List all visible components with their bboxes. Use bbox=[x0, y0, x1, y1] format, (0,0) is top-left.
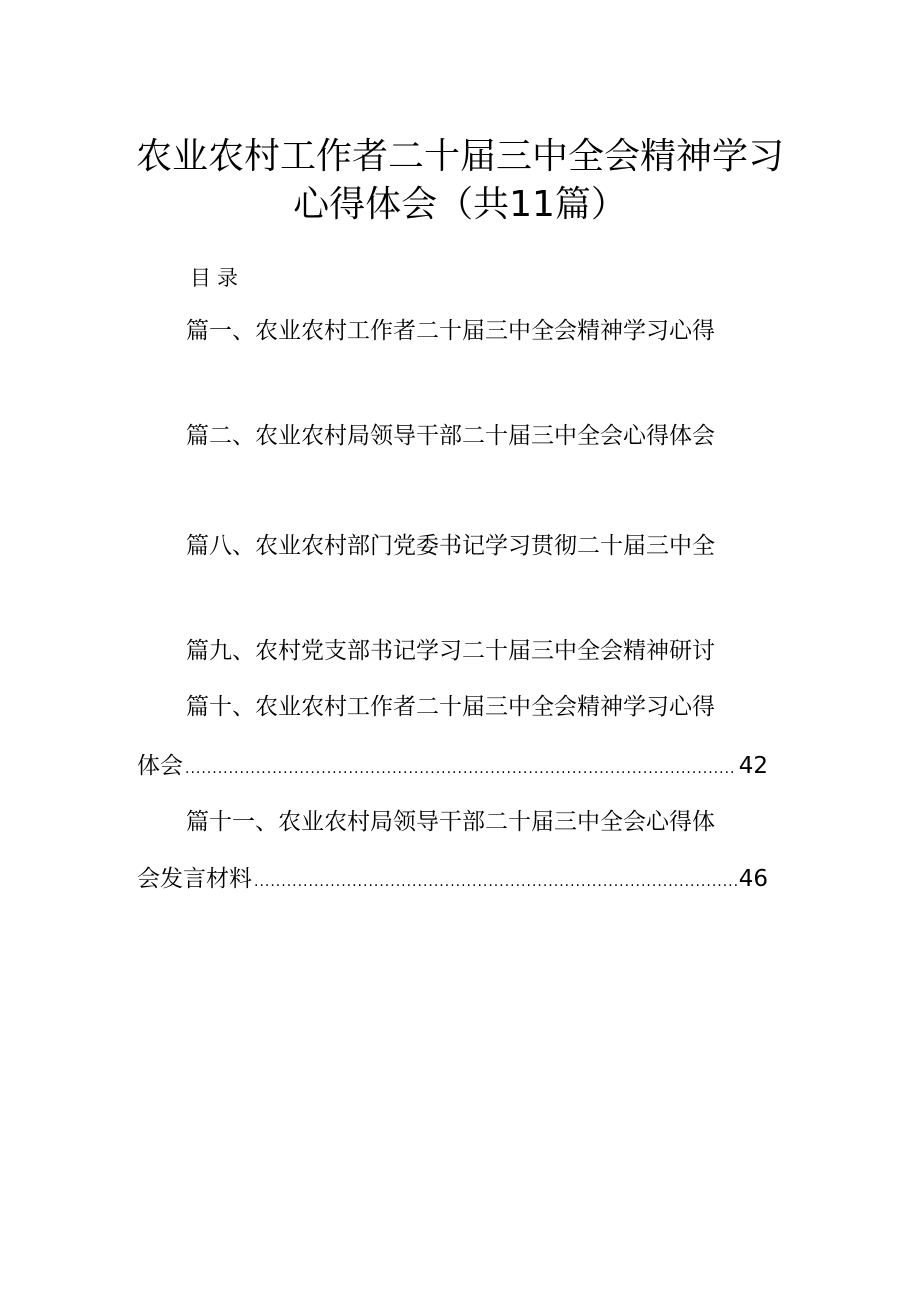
toc-entry-6[interactable]: 篇十一、农业农村局领导干部二十届三中全会心得体 bbox=[186, 809, 715, 835]
document-title-line-2: 心得体会（共11篇） bbox=[293, 184, 627, 225]
toc-entry-5-continuation-text: 体会 bbox=[137, 753, 183, 779]
toc-leader-dots bbox=[185, 753, 737, 785]
toc-entry-2[interactable]: 篇二、农业农村局领导干部二十届三中全会心得体会 bbox=[186, 423, 715, 449]
toc-leader-dots bbox=[254, 866, 737, 898]
toc-entry-4[interactable]: 篇九、农村党支部书记学习二十届三中全会精神研讨 bbox=[186, 638, 715, 664]
toc-entry-6-page-number: 46 bbox=[738, 866, 768, 892]
toc-entry-5-continuation[interactable] bbox=[137, 750, 768, 785]
toc-entry-1[interactable]: 篇一、农业农村工作者二十届三中全会精神学习心得 bbox=[186, 318, 715, 344]
document-title-line-1: 农业农村工作者二十届三中全会精神学习 bbox=[135, 136, 784, 177]
toc-entry-6-continuation-text: 会发言材料 bbox=[137, 866, 252, 892]
toc-entry-5-page-number: 42 bbox=[738, 753, 768, 779]
toc-entry-5[interactable]: 篇十、农业农村工作者二十届三中全会精神学习心得 bbox=[186, 694, 715, 720]
toc-entry-6-continuation[interactable] bbox=[137, 863, 768, 898]
toc-heading: 目录 bbox=[190, 266, 244, 290]
toc-entry-3[interactable]: 篇八、农业农村部门党委书记学习贯彻二十届三中全 bbox=[186, 533, 715, 559]
